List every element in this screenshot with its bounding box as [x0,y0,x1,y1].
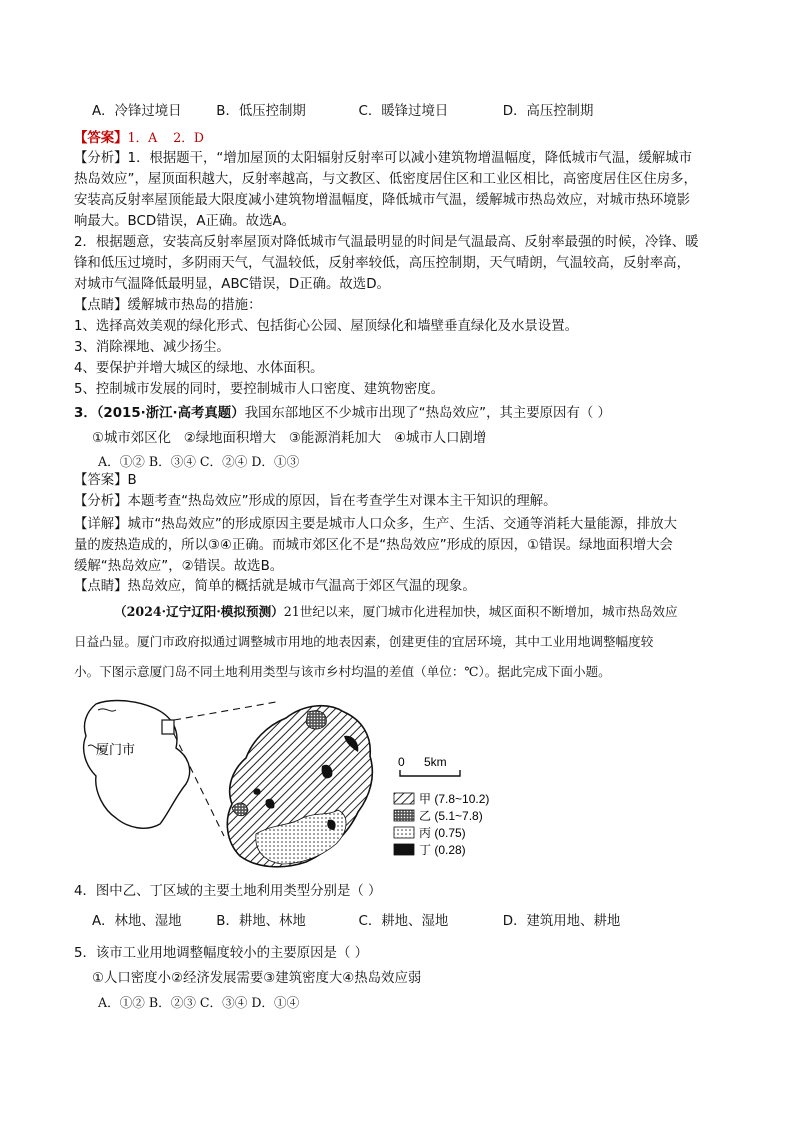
xiamen-land-use-map [76,696,536,872]
question-5-items: ①人口密度小②经济发展需要③建筑密度大④热岛效应弱 [92,971,422,986]
analysis-line-4: 响最大。BCD错误，A正确。故选A。 [74,214,296,229]
analysis-line-1: 【分析】1．根据题干，“增加屋顶的太阳辐射反射率可以减小建筑物增温幅度，降低城市气温，缓解城市 [74,151,693,166]
city-label: 厦门市 [96,743,136,758]
stem-source: （2024·辽宁辽阳·模拟预测） [114,604,284,619]
prev-question-options [92,102,593,122]
analysis-line-6: 锋和低压过境时，多阴雨天气，气温较低，反射率较低，高压控制期，天气晴朗，气温较高，反射率高， [74,256,690,271]
tip-title: 【点睛】缓解城市热岛的措施： [74,298,262,313]
q4-option-d: D．建筑用地、耕地 [502,914,621,929]
question-3-answer: 【答案】B [74,473,137,488]
analysis-line-5: 2．根据题意，安装高反射率屋顶对降低城市气温最明显的时间是气温最高、反射率最强的时候，冷锋、暖 [74,235,699,250]
scale-zero: 0 [398,755,405,769]
tip-item-4: 4、要保护并增大城区的绿地、水体面积。 [74,361,324,376]
question-3-detail-2: 量的废热造成的，所以③④正确。而城市郊区化不是“热岛效应”形成的原因，①错误。绿地面积增大会 [74,538,673,553]
legend-jia: 甲 (7.8~10.2) [419,792,490,806]
question-3-items: ①城市郊区化 ②绿地面积增大 ③能源消耗加大 ④城市人口剧增 [92,431,487,446]
tip-item-1: 1、选择高效美观的绿化形式、包括街心公园、屋顶绿化和墙壁垂直绿化及水景设置。 [74,319,578,334]
question-3-text: 我国东部地区不少城市出现了“热岛效应”，其主要原因有（ ） [244,406,611,421]
question-3-source: （2015·浙江·高考真题） [96,406,245,421]
option-d: D．高压控制期 [502,104,594,119]
legend-yi: 乙 (5.1~7.8) [419,809,483,823]
tip-item-3: 3、消除裸地、减少扬尘。 [74,340,230,355]
option-b: B．低压控制期 [216,104,306,119]
option-c: C．暖锋过境日 [358,104,449,119]
question-3-tip: 【点睛】热岛效应，简单的概括就是城市气温高于郊区气温的现象。 [74,579,476,594]
analysis-line-7: 对城市气温降低最明显，ABC错误，D正确。故选D。 [74,277,390,292]
question-3-detail-3: 缓解“热岛效应”，②错误。故选B。 [74,559,284,574]
question-4-options [92,912,620,932]
question-5: 5．该市工业用地调整幅度较小的主要原因是（ ） [74,946,368,961]
answer-line [74,128,204,149]
question-3-number: 3． [74,406,97,421]
question-4: 4．图中乙、丁区域的主要土地利用类型分别是（ ） [74,884,382,899]
stem-line-1: （2024·辽宁辽阳·模拟预测）21世纪以来，厦门城市化进程加快，城区面积不断增加，城市热岛效应 [114,604,678,619]
scale-label: 5km [424,755,447,769]
analysis-line-3: 安装高反射率屋顶能最大限度减小建筑物增温幅度，降低城市气温，缓解城市热岛效应，对城市热环境影 [74,193,690,208]
q4-option-a: A．林地、湿地 [92,914,182,929]
analysis-line-2: 热岛效应”，屋顶面积越大，反射率越高，与文教区、低密度居住区和工业区相比，高密度居住区住房多， [74,172,697,187]
xiamen-island [227,706,372,867]
answer-label: 【答案】 [74,131,128,146]
q4-option-c: C．耕地、湿地 [358,914,449,929]
answer-value: 1．A 2．D [127,130,204,145]
legend-bing: 丙 (0.75) [419,826,466,840]
map-legend [394,792,489,857]
tip-item-5: 5、控制城市发展的同时，要控制城市人口密度、建筑物密度。 [74,382,445,397]
legend-ding: 丁 (0.28) [419,843,466,857]
question-3-analysis: 【分析】本题考查“热岛效应”形成的原因，旨在考查学生对课本主干知识的理解。 [74,494,557,509]
question-3-detail-1: 【详解】城市“热岛效应”的形成原因主要是城市人口众多，生产、生活、交通等消耗大量能源，排放大 [74,517,678,532]
question-3 [74,404,611,424]
stem-line-3: 小。下图示意厦门岛不同土地利用类型与该市乡村均温的差值（单位：℃）。据此完成下面小题。 [74,664,611,679]
question-3-options: A．①② B．③④ C．②④ D．①③ [98,454,300,469]
question-5-options: A．①② B．②③ C．③④ D．①④ [98,995,300,1010]
stem-line-2: 日益凸显。厦门市政府拟通过调整城市用地的地表因素，创建更佳的宜居环境，其中工业用地调整幅度较 [74,634,654,649]
q4-option-b: B．耕地、林地 [216,914,306,929]
option-a: A．冷锋过境日 [92,104,182,119]
